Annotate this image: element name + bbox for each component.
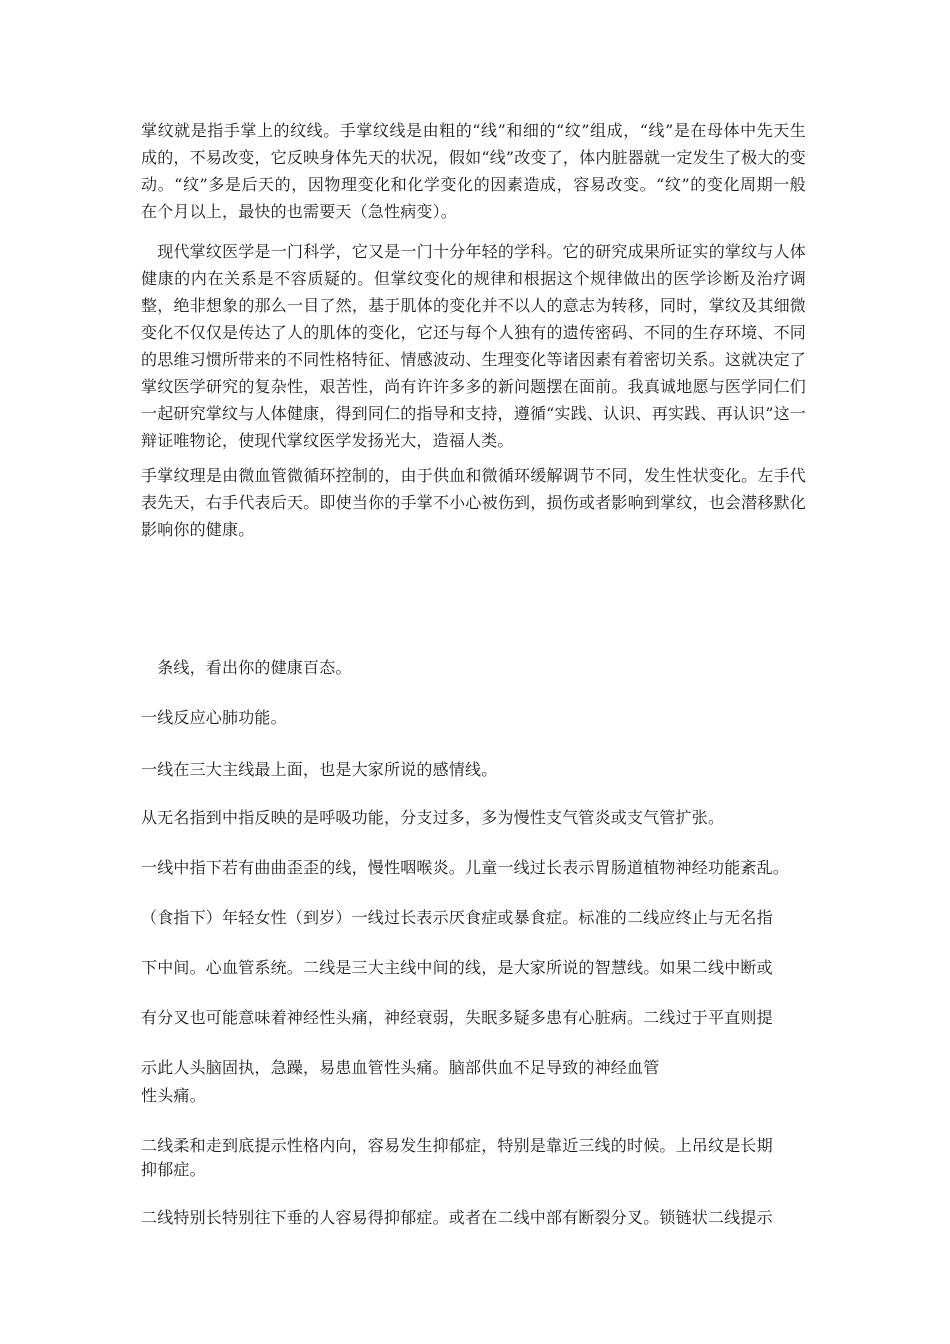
line-depression-1-cont: 抑郁症。 (141, 1160, 206, 1179)
paragraph-microcirculation: 手掌纹理是由微血管微循环控制的，由于供血和微循环缓解调节不同，发生性状变化。左手代表先天，右手代表后天。即使当你的手掌不小心被伤到，损伤或者影响到掌纹，也会潜移默化影响你的健康。 (141, 466, 806, 539)
paragraph-modern-palmistry: 现代掌纹医学是一门科学，它又是一门十分年轻的学科。它的研究成果所证实的掌纹与人体健康的内在关系是不容质疑的。但掌纹变化的规律和根据这个规律做出的医学诊断及治疗调整，绝非想象的那么一目了然，基于肌体的变化并不以人的意志为转移，同时，掌纹及其细微变化不仅仅是传达了人的肌体的变化，它还与每个人独有的遗传密码、不同的生存环境、不同的思维习惯所带来的不同性格特征、情感波动、生理变化等诸因素有着密切关系。这就决定了掌纹医学研究的复杂性，艰苦性，尚有许许多多的新问题摆在面前。我真诚地愿与医学同仁们一起研究掌纹与人体健康，得到同仁的指导和支持，遵循“实践、认识、再实践、再认识”这一辩证唯物论，使现代掌纹医学发扬光大，造福人类。 (141, 242, 806, 450)
line-respiratory: 从无名指到中指反映的是呼吸功能，分支过多，多为慢性支气管炎或支气管扩张。 (141, 808, 725, 827)
line-depression-2: 二线特别长特别往下垂的人容易得抑郁症。或者在二线中部有断裂分叉。锁链状二线提示 (141, 1208, 773, 1227)
line-anorexia: （食指下）年轻女性（到岁）一线过长表示厌食症或暴食症。标准的二线应终止与无名指 (141, 908, 773, 927)
paragraph-palm-lines-definition: 掌纹就是指手掌上的纹线。手掌纹线是由粗的“线”和细的“纹”组成，“线”是在母体中先天生成的，不易改变，它反映身体先天的状况，假如“线”改变了，体内脏器就一定发生了极大的变动。“纹”多是后天的，因物理变化和化学变化的因素造成，容易改变。“纹”的变化周期一般在个月以上，最快的也需要天（急性病变）。 (141, 121, 806, 221)
line-headache: 示此人头脑固执，急躁，易患血管性头痛。脑部供血不足导致的神经血管 (141, 1058, 660, 1077)
line-depression-1: 二线柔和走到底提示性格内向，容易发生抑郁症，特别是靠近三线的时候。上吊纹是长期 (141, 1136, 773, 1155)
line-neurological: 有分叉也可能意味着神经性头痛，神经衰弱，失眠多疑多患有心脏病。二线过于平直则提 (141, 1008, 773, 1027)
line-pharyngitis: 一线中指下若有曲曲歪歪的线，慢性咽喉炎。儿童一线过长表示胃肠道植物神经功能紊乱。 (141, 858, 790, 877)
line-headache-cont: 性头痛。 (141, 1086, 206, 1105)
line-emotion-line: 一线在三大主线最上面，也是大家所说的感情线。 (141, 760, 498, 779)
line-cardiovascular: 下中间。心血管系统。二线是三大主线中间的线，是大家所说的智慧线。如果二线中断或 (141, 958, 773, 977)
line-health-intro: 条线，看出你的健康百态。 (141, 658, 352, 677)
line-heart-lung: 一线反应心肺功能。 (141, 708, 287, 727)
